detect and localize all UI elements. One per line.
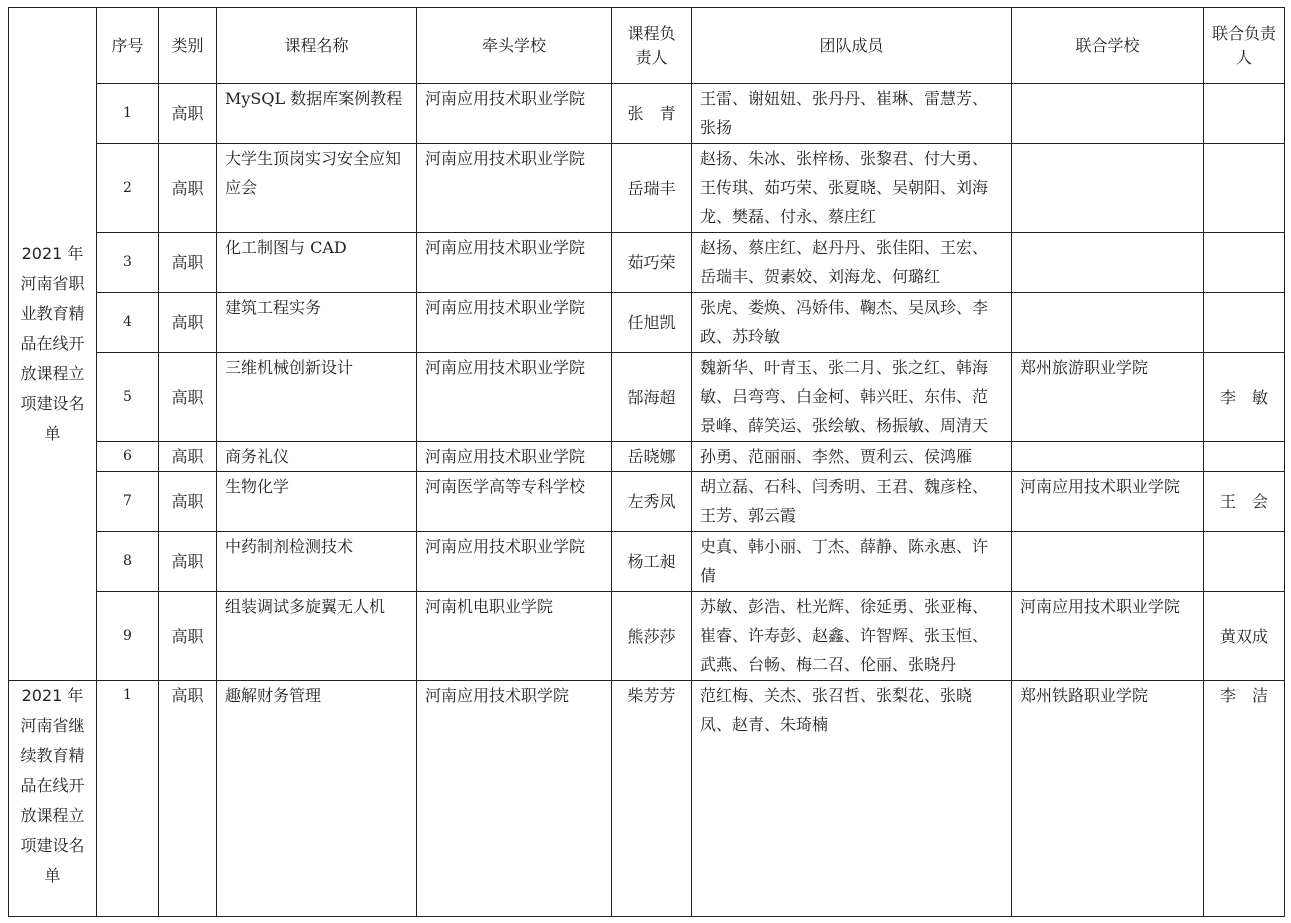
table-cell-category: 高职 (159, 353, 217, 442)
table-cell-members: 范红梅、关杰、张召哲、张梨花、张晓凤、赵青、朱琦楠 (692, 681, 1012, 917)
header-seq: 序号 (97, 8, 159, 84)
table-cell-joint-school (1012, 442, 1204, 472)
table-cell-joint-leader (1204, 233, 1285, 293)
header-joint-school: 联合学校 (1012, 8, 1204, 84)
table-cell-course-name: 生物化学 (217, 472, 417, 532)
table-cell-leader: 任旭凯 (612, 293, 692, 353)
header-joint-leader: 联合负责人 (1204, 8, 1285, 84)
table-cell-joint-school: 郑州旅游职业学院 (1012, 353, 1204, 442)
table-cell-joint-school: 河南应用技术职业学院 (1012, 472, 1204, 532)
table-row (9, 681, 1285, 917)
table-row (9, 353, 1285, 442)
table-cell-joint-leader (1204, 532, 1285, 592)
table-cell-category: 高职 (159, 472, 217, 532)
table-cell-seq: 1 (97, 681, 159, 917)
table-cell-seq: 9 (97, 592, 159, 681)
table-cell-seq: 1 (97, 84, 159, 144)
table-cell-joint-school (1012, 233, 1204, 293)
table-cell-lead-school: 河南应用技术职业学院 (417, 144, 612, 233)
table-cell-members: 赵扬、蔡庄红、赵丹丹、张佳阳、王宏、岳瑞丰、贺素姣、刘海龙、何璐红 (692, 233, 1012, 293)
group-title: 2021 年河南省职业教育精品在线开放课程立项建设名单 (9, 8, 97, 681)
table-cell-seq: 4 (97, 293, 159, 353)
table-cell-joint-leader: 李 敏 (1204, 353, 1285, 442)
table-cell-members: 魏新华、叶青玉、张二月、张之红、韩海敏、吕弯弯、白金柯、韩兴旺、东伟、范景峰、薛笑运、张绘敏、杨振敏、周清天 (692, 353, 1012, 442)
table-cell-lead-school: 河南应用技术职学院 (417, 681, 612, 917)
table-cell-leader: 岳晓娜 (612, 442, 692, 472)
table-cell-seq: 6 (97, 442, 159, 472)
table-cell-joint-school (1012, 144, 1204, 233)
table-cell-course-name: 化工制图与 CAD (217, 233, 417, 293)
table-row (9, 532, 1285, 592)
table-cell-category: 高职 (159, 144, 217, 233)
header-lead-school: 牵头学校 (417, 8, 612, 84)
table-cell-course-name: 建筑工程实务 (217, 293, 417, 353)
table-cell-joint-school (1012, 84, 1204, 144)
table-cell-leader: 杨工昶 (612, 532, 692, 592)
table-body (9, 8, 1285, 917)
table-row (9, 472, 1285, 532)
table-row (9, 144, 1285, 233)
table-cell-lead-school: 河南应用技术职业学院 (417, 233, 612, 293)
table-cell-seq: 5 (97, 353, 159, 442)
table-cell-leader: 柴芳芳 (612, 681, 692, 917)
table-cell-category: 高职 (159, 532, 217, 592)
table-cell-leader: 郜海超 (612, 353, 692, 442)
table-cell-joint-school (1012, 532, 1204, 592)
table-cell-leader: 岳瑞丰 (612, 144, 692, 233)
table-cell-leader: 张 青 (612, 84, 692, 144)
table-cell-members: 赵扬、朱冰、张梓杨、张黎君、付大勇、王传琪、茹巧荣、张夏晓、吴朝阳、刘海龙、樊磊、付永、蔡庄红 (692, 144, 1012, 233)
table-cell-category: 高职 (159, 293, 217, 353)
table-cell-joint-leader: 王 会 (1204, 472, 1285, 532)
table-cell-members: 孙勇、范丽丽、李然、贾利云、侯鸿雁 (692, 442, 1012, 472)
table-cell-lead-school: 河南医学高等专科学校 (417, 472, 612, 532)
table-cell-joint-school: 河南应用技术职业学院 (1012, 592, 1204, 681)
table-cell-members: 史真、韩小丽、丁杰、薛静、陈永惠、许倩 (692, 532, 1012, 592)
table-cell-seq: 3 (97, 233, 159, 293)
table-cell-joint-leader (1204, 293, 1285, 353)
header-category: 类别 (159, 8, 217, 84)
group-title: 2021 年河南省继续教育精品在线开放课程立项建设名单 (9, 681, 97, 917)
table-cell-joint-school (1012, 293, 1204, 353)
table-cell-members: 苏敏、彭浩、杜光辉、徐延勇、张亚梅、崔睿、许寿彭、赵鑫、许智辉、张玉恒、武燕、台畅、梅二召、伦丽、张晓丹 (692, 592, 1012, 681)
table-cell-leader: 熊莎莎 (612, 592, 692, 681)
table-cell-members: 张虎、娄焕、冯娇伟、鞠杰、吴凤珍、李政、苏玲敏 (692, 293, 1012, 353)
table-cell-joint-leader: 李 洁 (1204, 681, 1285, 917)
table-row (9, 293, 1285, 353)
table-cell-course-name: 趣解财务管理 (217, 681, 417, 917)
table-cell-joint-leader (1204, 442, 1285, 472)
table-cell-course-name: 组装调试多旋翼无人机 (217, 592, 417, 681)
table-row (9, 592, 1285, 681)
table-cell-joint-leader (1204, 144, 1285, 233)
table-cell-lead-school: 河南应用技术职业学院 (417, 293, 612, 353)
header-leader: 课程负责人 (612, 8, 692, 84)
table-row (9, 233, 1285, 293)
table-cell-category: 高职 (159, 233, 217, 293)
table-cell-category: 高职 (159, 681, 217, 917)
table-cell-course-name: 三维机械创新设计 (217, 353, 417, 442)
table-cell-category: 高职 (159, 442, 217, 472)
table-cell-joint-leader (1204, 84, 1285, 144)
table-cell-members: 王雷、谢妞妞、张丹丹、崔琳、雷慧芳、张扬 (692, 84, 1012, 144)
table-cell-category: 高职 (159, 84, 217, 144)
table-row (9, 442, 1285, 472)
table-cell-course-name: 大学生顶岗实习安全应知应会 (217, 144, 417, 233)
table-cell-category: 高职 (159, 592, 217, 681)
table-cell-lead-school: 河南应用技术职业学院 (417, 353, 612, 442)
table-cell-lead-school: 河南机电职业学院 (417, 592, 612, 681)
table-cell-lead-school: 河南应用技术职业学院 (417, 84, 612, 144)
table-cell-course-name: MySQL 数据库案例教程 (217, 84, 417, 144)
header-members: 团队成员 (692, 8, 1012, 84)
table-cell-joint-school: 郑州铁路职业学院 (1012, 681, 1204, 917)
table-cell-lead-school: 河南应用技术职业学院 (417, 532, 612, 592)
table-row (9, 84, 1285, 144)
header-row (9, 8, 1285, 84)
table-cell-leader: 茹巧荣 (612, 233, 692, 293)
table-cell-members: 胡立磊、石科、闫秀明、王君、魏彦栓、王芳、郭云霞 (692, 472, 1012, 532)
table-cell-joint-leader: 黄双成 (1204, 592, 1285, 681)
table-cell-seq: 8 (97, 532, 159, 592)
table-cell-lead-school: 河南应用技术职业学院 (417, 442, 612, 472)
table-cell-course-name: 中药制剂检测技术 (217, 532, 417, 592)
table-cell-seq: 2 (97, 144, 159, 233)
course-list-table (8, 7, 1285, 917)
table-cell-course-name: 商务礼仪 (217, 442, 417, 472)
table-cell-leader: 左秀凤 (612, 472, 692, 532)
header-course-name: 课程名称 (217, 8, 417, 84)
table-cell-seq: 7 (97, 472, 159, 532)
